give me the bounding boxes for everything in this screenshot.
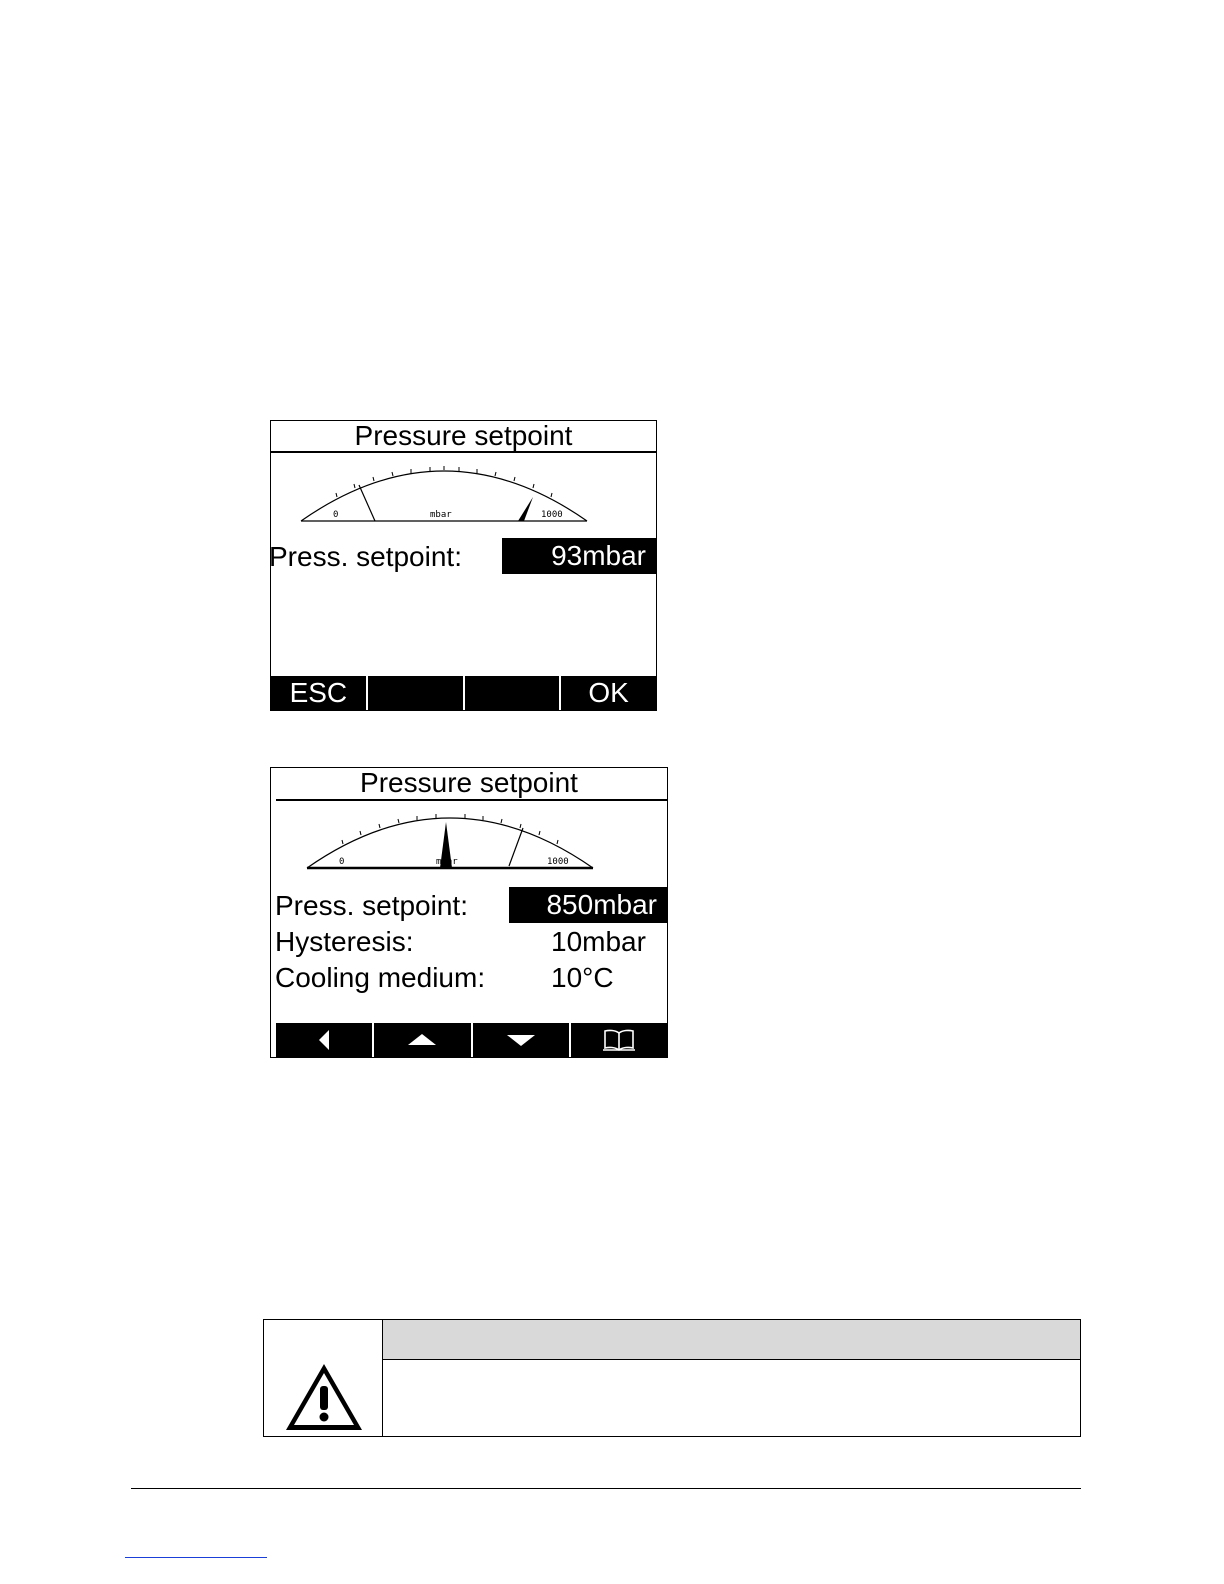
arrow-down-icon [507,1033,535,1047]
arrow-left-softkey[interactable] [276,1023,374,1057]
title-divider [276,799,667,801]
gauge-max-label: 1000 [541,510,563,520]
display-screen-2 [270,767,668,1058]
title-divider [271,451,656,453]
press-setpoint-value[interactable]: 93mbar [502,538,656,574]
esc-softkey[interactable]: ESC [271,676,368,710]
pressure-gauge [299,457,619,527]
display-screen-1 [270,420,657,711]
gauge-min-label: 0 [333,510,339,520]
gauge-unit-label: mbar [430,510,452,520]
actual-pressure-needle [518,497,533,521]
arrow-up-softkey[interactable] [374,1023,472,1057]
cooling-medium-value[interactable]: 10°C [551,962,614,993]
softkey-bar [276,1023,667,1057]
gauge-unit-label: mbar [436,857,458,867]
warning-icon-cell [264,1320,383,1436]
warning-box [263,1319,1081,1437]
warning-triangle-icon [284,1362,364,1432]
ok-softkey[interactable]: OK [588,677,629,708]
pressure-gauge [305,804,635,874]
setpoint-needle [359,485,375,521]
arrow-left-icon [317,1030,331,1050]
footer-divider [131,1488,1081,1489]
arrow-up-icon [408,1033,436,1047]
warning-header [383,1320,1080,1360]
screen-title: Pressure setpoint [360,767,578,798]
softkey-bar [271,676,656,710]
screen-title: Pressure setpoint [354,420,573,451]
softkey-2[interactable] [368,676,465,710]
press-setpoint-label: Press. setpoint: [269,541,462,572]
setpoint-needle [509,828,523,866]
book-icon [603,1029,635,1051]
cooling-medium-label: Cooling medium: [275,962,486,993]
hysteresis-label: Hysteresis: [275,926,414,957]
gauge-min-label: 0 [339,857,345,867]
hysteresis-value[interactable]: 10mbar [551,926,646,957]
gauge-max-label: 1000 [547,857,569,867]
press-setpoint-value[interactable]: 850mbar [509,887,667,923]
press-setpoint-label: Press. setpoint: [275,890,468,921]
footer-link-underline[interactable] [125,1557,267,1558]
arrow-down-softkey[interactable] [473,1023,571,1057]
softkey-3[interactable] [465,676,562,710]
book-softkey[interactable] [571,1023,667,1057]
